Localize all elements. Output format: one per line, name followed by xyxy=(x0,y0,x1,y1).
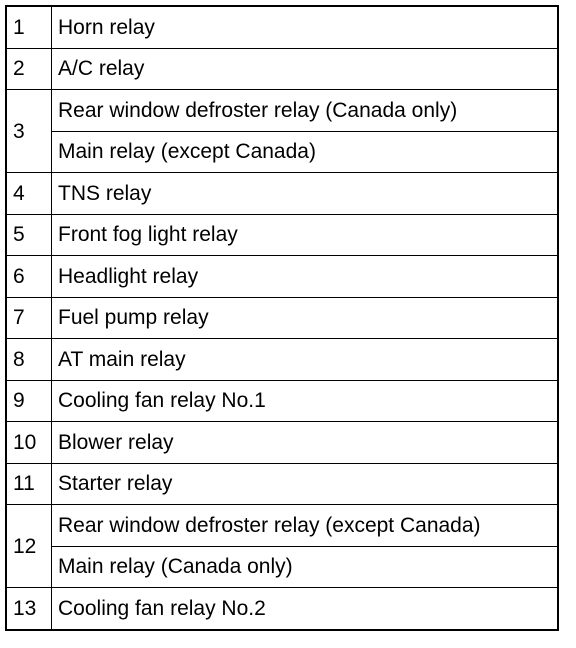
relay-number-cell: 2 xyxy=(6,48,52,90)
relay-description-cell: Cooling fan relay No.1 xyxy=(52,380,559,422)
table-row xyxy=(6,48,558,90)
table-row xyxy=(6,380,558,422)
table-row xyxy=(6,90,558,132)
relay-table xyxy=(5,5,559,631)
relay-number-cell: 13 xyxy=(6,588,52,630)
relay-description-cell: Main relay (except Canada) xyxy=(52,131,559,173)
relay-description-cell: Blower relay xyxy=(52,422,559,464)
relay-description-cell: A/C relay xyxy=(52,48,559,90)
table-row xyxy=(6,422,558,464)
relay-number-cell: 11 xyxy=(6,463,52,505)
relay-description-cell: Front fog light relay xyxy=(52,214,559,256)
relay-description-cell: Fuel pump relay xyxy=(52,297,559,339)
relay-number-cell: 7 xyxy=(6,297,52,339)
table-row xyxy=(6,505,558,547)
relay-description-cell: Rear window defroster relay (Canada only) xyxy=(52,90,559,132)
relay-number-cell: 1 xyxy=(6,6,52,48)
table-row xyxy=(6,588,558,630)
relay-description-cell: Cooling fan relay No.2 xyxy=(52,588,559,630)
relay-number-cell: 4 xyxy=(6,173,52,215)
relay-description-cell: Headlight relay xyxy=(52,256,559,298)
table-row xyxy=(6,339,558,381)
relay-number-cell: 3 xyxy=(6,90,52,173)
relay-number-cell: 6 xyxy=(6,256,52,298)
table-row xyxy=(6,463,558,505)
relay-description-cell: Horn relay xyxy=(52,6,559,48)
table-row xyxy=(6,256,558,298)
relay-number-cell: 5 xyxy=(6,214,52,256)
table-row xyxy=(6,6,558,48)
relay-description-cell: Starter relay xyxy=(52,463,559,505)
relay-description-cell: Main relay (Canada only) xyxy=(52,546,559,588)
table-row xyxy=(6,214,558,256)
relay-description-cell: TNS relay xyxy=(52,173,559,215)
relay-number-cell: 12 xyxy=(6,505,52,588)
relay-number-cell: 10 xyxy=(6,422,52,464)
relay-description-cell: Rear window defroster relay (except Canada) xyxy=(52,505,559,547)
table-row xyxy=(6,131,558,173)
table-row xyxy=(6,173,558,215)
relay-number-cell: 8 xyxy=(6,339,52,381)
table-row xyxy=(6,297,558,339)
relay-table-body xyxy=(6,6,558,630)
relay-description-cell: AT main relay xyxy=(52,339,559,381)
table-row xyxy=(6,546,558,588)
relay-number-cell: 9 xyxy=(6,380,52,422)
